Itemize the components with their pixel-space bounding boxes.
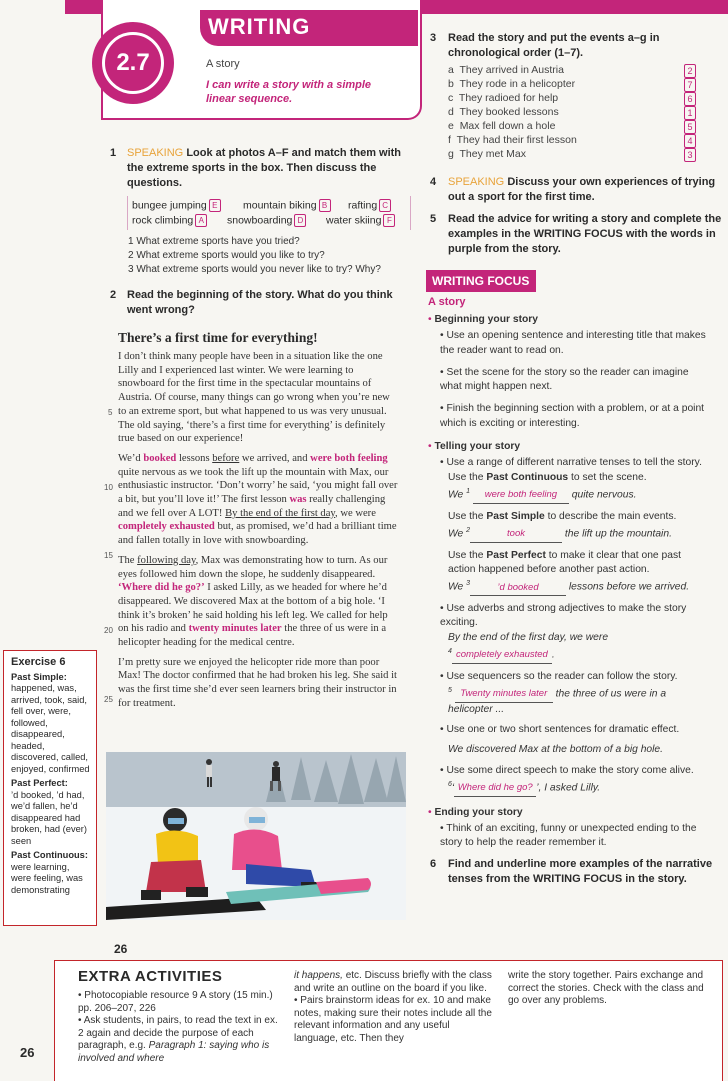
bullet-item: • Use an opening sentence and interesting title that makes the reader want to read on. (440, 330, 706, 356)
line-number: 25 (104, 695, 113, 704)
snowboarders-photo (106, 752, 406, 920)
section-number: 2.7 (102, 32, 164, 94)
event-item: g They met Max (448, 148, 527, 160)
example-short: We discovered Max at the bottom of a big hole. (448, 744, 664, 756)
ex4-text: Discuss your own experiences of trying out a sport for the first time. (448, 176, 716, 203)
event-answer: 1 (684, 106, 696, 120)
event-answer: 6 (684, 92, 696, 106)
ex1-text: Look at photos A–F and match them with the extreme sports in the box. Then discuss the questions. (127, 147, 402, 189)
sport-item: rafting C (348, 199, 391, 212)
bullet-item: • Use a range of different narrative tenses to tell the story. (440, 457, 702, 469)
ex1-instruction (127, 146, 412, 191)
example-3: We $^3$ ’d booked lessons before we arrived. (428, 577, 708, 596)
learning-objective: I can write a story with a simple linear sequence. (206, 79, 372, 105)
section-title: WRITING (208, 14, 311, 39)
ex1-questions (128, 235, 381, 277)
ex2-instruction: Read the beginning of the story. What do you think went wrong? (127, 289, 393, 316)
past-perfect-rule: Use the Past Perfect to make it clear that one past action happened before another past action. (448, 549, 681, 575)
ex5-instruction: Read the advice for writing a story and complete the examples in the WRITING FOCUS with the words in purple from the story. (448, 213, 722, 255)
ex5-number: 5 (430, 213, 437, 225)
beginning-heading: • Beginning your story (428, 314, 539, 325)
event-item: b They rode in a helicopter (448, 78, 576, 90)
ex3-number: 3 (430, 32, 437, 44)
event-item: c They radioed for help (448, 92, 559, 104)
bullet-item: • Use some direct speech to make the story come alive. (440, 764, 694, 776)
ending-heading: • Ending your story (428, 806, 523, 818)
ex6-number: 6 (430, 858, 437, 870)
example-2: We $^2$ took the lift up the mountain. (428, 524, 708, 543)
event-answer: 2 (684, 64, 696, 78)
telling-heading: • Telling your story (428, 441, 521, 453)
bullet-item: • Finish the beginning section with a problem, or at a point which is exciting or interesting. (440, 403, 705, 429)
event-item: f They had their first lesson (448, 134, 577, 146)
event-item: e Max fell down a hole (448, 120, 556, 132)
ex3-instruction: Read the story and put the events a–g in chronological order (1–7). (448, 32, 660, 59)
exercise6-title: Exercise 6 (11, 656, 66, 668)
ex1-number: 1 (110, 147, 117, 159)
sport-item: bungee jumping E (132, 199, 221, 212)
ex2-number: 2 (110, 289, 117, 301)
past-continuous-answers: were learning, were feeling, was demonstrating (11, 861, 83, 895)
exercise6-key (3, 650, 97, 926)
story-text (118, 350, 400, 717)
sport-item: mountain biking B (243, 199, 331, 212)
bullet-item: • Think of an exciting, funny or unexpected ending to the story to help the reader remember it. (440, 822, 697, 849)
footer-page-number: 26 (20, 1045, 35, 1060)
event-answer: 4 (684, 134, 696, 148)
extra-col-3: write the story together. Pairs exchange and correct the stories. Check with the class and go over any problems. (508, 970, 704, 1007)
example-1: We $^1$ were both feeling quite nervous. (428, 485, 708, 504)
example-6: $^6$‘ Where did he go? ’, I asked Lilly. (428, 778, 708, 797)
writing-focus-heading: WRITING FOCUS (426, 270, 536, 292)
extra-activities-title: EXTRA ACTIVITIES (78, 968, 223, 985)
event-answer: 7 (684, 78, 696, 92)
bullet-item: • Use sequencers so the reader can follow the story. (440, 670, 678, 682)
line-number: 15 (104, 551, 113, 560)
past-perfect-label: Past Perfect: (11, 778, 68, 788)
bullet-item: • Use one or two short sentences for dramatic effect. (440, 723, 680, 735)
example-4: By the end of the first day, we were $^4$ completely exhausted . (428, 631, 708, 664)
line-number: 10 (104, 483, 113, 492)
event-answer: 5 (684, 120, 696, 134)
bullet-item: • Set the scene for the story so the reader can imagine what might happen next. (440, 366, 689, 393)
past-simple-rule: Use the Past Simple to describe the main events. (448, 510, 677, 522)
speaking-label: SPEAKING (448, 176, 505, 188)
line-number: 20 (104, 626, 113, 635)
extra-col-1: • Photocopiable resource 9 A story (15 min.) pp. 206–207, 226 • Ask students, in pairs, to read the text in ex. 2 again and decide the purpose of each paragraph, e.g. Paragraph 1: saying who is involved and where (78, 990, 278, 1064)
event-item: a They arrived in Austria (448, 64, 564, 76)
past-continuous-label: Past Continuous: (11, 850, 88, 860)
past-simple-answers: happened, was, arrived, took, said, fell over, were, followed, disappeared, headed, discovered, called, enjoyed, confirmed (11, 683, 90, 774)
extra-col-2: it happens, etc. Discuss briefly with the class and write an outline on the board if you like. • Pairs brainstorm ideas for ex. 10 and make notes, making sure their notes include all the relevant information and any useful language, etc. Then they (294, 970, 492, 1044)
writing-focus-body (428, 313, 708, 850)
ex6-instruction: Find and underline more examples of the narrative tenses from the WRITING FOCUS in the story. (448, 858, 713, 885)
section-subtitle: A story (206, 58, 240, 70)
bullet-item: • Use adverbs and strong adjectives to make the story exciting. (440, 603, 687, 629)
page-number: 26 (114, 942, 128, 956)
line-number: 5 (108, 408, 113, 417)
writing-focus-subtitle: A story (428, 296, 466, 308)
story-paragraph: I’m pretty sure we enjoyed the helicopter ride more than poor Max! The doctor confirmed that he had broken his leg. She said it was the first time she’d ever seen learners bring their instructor in for treatment. (118, 656, 397, 709)
sport-item: water skiing F (326, 214, 395, 227)
example-5: $^5$ Twenty minutes later the three of us were in a helicopter ... (448, 686, 667, 715)
question: 3 What extreme sports would you never like to try? Why? (128, 264, 381, 275)
sport-item: rock climbing A (132, 214, 207, 227)
story-paragraph: We’d booked lessons before we arrived, and were both feeling quite nervous as we took the lift up the mountain with Max, our enthusiastic instructor. ‘Don’t worry’ he said, ‘you might fall over a bit, but you’ll love it!’ The first lesson was really challenging and we fell over A LOT! By the end of the first day, we were completely exhausted but, as promised, we’d had a brilliant time and fallen totally in love with snowboarding. (118, 452, 398, 547)
past-simple-label: Past Simple: (11, 671, 67, 682)
event-item: d They booked lessons (448, 106, 559, 118)
event-answer: 3 (684, 148, 696, 162)
speaking-label: SPEAKING (127, 147, 184, 159)
story-paragraph: The following day, Max was demonstrating how to turn. As our eyes followed him down the slope, he suddenly disappeared. ‘Where did he go?’ I asked Lilly, as we headed for where he’d disappeared. We discovered Max at the bottom of a big hole. ‘I think it’s broken’ he said holding his left leg. We called for help on his radio and twenty minutes later the three of us were in a helicopter heading for the medical centre. (118, 554, 388, 649)
ex4-number: 4 (430, 176, 437, 188)
story-paragraph: I don’t think many people have been in a situation like the one Lilly and I experienced last winter. We were learning to snowboard for the first time in the spectacular mountains of Austria. Of course, many things can go wrong when you’re new to an extreme sport, but what happened to us was very unusual. The old saying, ‘there’s a first time for everything’ is definitely true based on our experience! (118, 351, 390, 445)
question: 1 What extreme sports have you tried? (128, 236, 300, 247)
sport-item: snowboarding D (227, 214, 306, 227)
question: 2 What extreme sports would you like to try? (128, 250, 325, 261)
past-continuous-rule: Use the Past Continuous to set the scene. (448, 471, 647, 483)
ex4-instruction (448, 175, 720, 205)
story-title: There’s a first time for everything! (118, 330, 318, 345)
past-perfect-answers: ’d booked, ’d had, we’d fallen, he’d disappeared had broken, had (ever) seen (11, 789, 87, 846)
